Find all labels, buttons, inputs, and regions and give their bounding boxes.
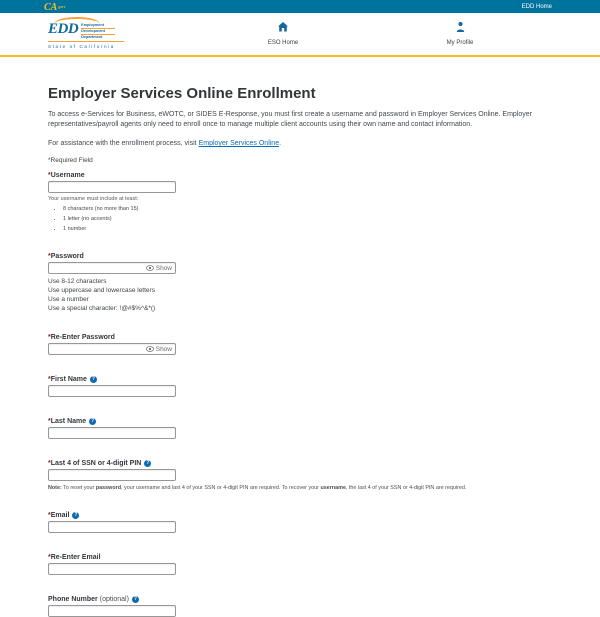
nav-my-profile[interactable] <box>415 20 505 46</box>
reenter-email-label <box>48 554 552 561</box>
edd-logo-word-2: Development <box>81 29 115 35</box>
reenter-password-input[interactable] <box>49 344 146 354</box>
password-rule-1: Use 8-12 characters <box>48 278 107 285</box>
assistance-text: For assistance with the enrollment process, visit <box>48 140 199 147</box>
employer-services-online-link[interactable]: Employer Services Online <box>198 140 280 147</box>
phone-input[interactable] <box>48 605 176 617</box>
site-header <box>0 13 600 57</box>
email-label-text: Email <box>50 512 70 519</box>
required-star: * <box>48 334 51 341</box>
assistance-period: . <box>279 140 282 147</box>
nav-my-profile-label: My Profile <box>446 40 474 46</box>
last-name-help-icon[interactable]: ? <box>91 418 95 424</box>
username-input[interactable] <box>48 181 176 193</box>
password-label <box>48 253 552 260</box>
email-input[interactable] <box>48 521 176 533</box>
edd-home-link[interactable]: EDD Home <box>521 3 552 10</box>
phone-group <box>48 596 552 617</box>
last-name-label-text: Last Name <box>50 418 87 425</box>
password-rules <box>48 277 552 313</box>
edd-logo-word-1: Employment <box>81 23 115 29</box>
phone-optional-text: (optional) <box>99 596 129 603</box>
username-req-1: • 8 characters (no more than 15) <box>63 206 552 212</box>
note-bold: username <box>320 485 346 491</box>
note-bold: password <box>95 485 122 491</box>
required-star: * <box>48 512 51 519</box>
show-label: Show <box>155 264 172 272</box>
username-hint: Your username must include at least: <box>48 196 139 202</box>
page-title: Employer Services Online Enrollment <box>48 85 316 102</box>
required-star: * <box>48 253 51 260</box>
edd-logo[interactable] <box>48 17 124 49</box>
required-field-note: *Required Field <box>48 157 93 164</box>
edd-logo-acronym: EDD <box>48 21 79 37</box>
password-label-text: Password <box>50 253 84 260</box>
assistance-line <box>48 140 552 147</box>
note-bold: Note: <box>48 485 62 491</box>
last-name-input[interactable] <box>48 427 176 439</box>
edd-logo-tagline: State of California <box>48 41 124 49</box>
required-star: * <box>48 460 51 467</box>
edd-logo-word-3: Department <box>81 35 103 40</box>
required-star: * <box>48 554 51 561</box>
password-show-button[interactable] <box>146 265 175 272</box>
nav-eso-home-label: ESO Home <box>267 40 299 46</box>
ssn-pin-group <box>48 460 552 491</box>
password-group <box>48 253 552 313</box>
ssn-pin-label-text: Last 4 of SSN or 4-digit PIN <box>50 460 142 467</box>
password-rule-3: Use a number <box>48 296 89 303</box>
home-icon <box>277 20 289 32</box>
password-rule-4: Use a special character: !@#$%^&*() <box>48 305 156 312</box>
password-rule-2: Use uppercase and lowercase letters <box>48 287 155 294</box>
reenter-password-label-text: Re-Enter Password <box>50 334 115 341</box>
ssn-pin-input[interactable] <box>48 469 176 481</box>
ssn-pin-help-icon[interactable]: ? <box>146 460 150 466</box>
email-label <box>48 512 552 519</box>
email-group <box>48 512 552 533</box>
first-name-group <box>48 376 552 397</box>
phone-help-icon[interactable]: ? <box>133 596 137 602</box>
ssn-pin-label <box>48 460 552 467</box>
reenter-password-group <box>48 334 552 355</box>
reenter-email-label-text: Re-Enter Email <box>50 554 101 561</box>
username-requirements <box>63 206 552 232</box>
username-group <box>48 172 552 232</box>
first-name-help-icon[interactable]: ? <box>91 376 95 382</box>
show-label: Show <box>155 345 172 353</box>
email-help-icon[interactable]: ? <box>74 512 78 518</box>
main-content <box>0 85 600 617</box>
first-name-label-text: First Name <box>50 376 87 383</box>
required-star: * <box>48 418 51 425</box>
intro-paragraph: To access e-Services for Business, eWOTC, or SIDES E-Response, you must first create a username and password in Employer Services Online. Employer representatives/payroll agents only need to enroll once to manage multiple client accounts using their own name and contact information. <box>48 111 532 128</box>
utility-bar <box>0 0 600 13</box>
reenter-password-label <box>48 334 552 341</box>
password-input[interactable] <box>49 263 146 273</box>
reenter-password-field <box>48 343 176 355</box>
reenter-email-group <box>48 554 552 575</box>
reenter-email-input[interactable] <box>48 563 176 575</box>
last-name-label <box>48 418 552 425</box>
reenter-password-show-button[interactable] <box>146 346 175 353</box>
username-req-2: • 1 letter (no accents) <box>63 216 552 222</box>
eye-icon <box>146 265 154 271</box>
ca-gov-logo[interactable] <box>44 0 66 14</box>
username-req-3: • 1 number <box>63 226 552 232</box>
required-star: * <box>48 376 51 383</box>
phone-label-text: Phone Number <box>48 596 98 603</box>
last-name-group <box>48 418 552 439</box>
eye-icon <box>146 346 154 352</box>
edd-logo-words <box>81 23 115 40</box>
password-field <box>48 262 176 274</box>
first-name-label <box>48 376 552 383</box>
nav-eso-home[interactable] <box>238 20 328 46</box>
person-icon <box>455 20 466 32</box>
username-label-text: Username <box>50 172 85 179</box>
ca-gov-logo-ca: CA <box>44 1 58 13</box>
ca-gov-logo-gov: gov <box>58 3 66 9</box>
first-name-input[interactable] <box>48 385 176 397</box>
username-label <box>48 172 552 179</box>
ssn-pin-note: Note: To reset your password, your username and last 4 of your SSN or 4-digit PIN are required. To recover your username, the last 4 of your SSN or 4-digit PIN are required. <box>48 485 467 491</box>
required-star: * <box>48 172 51 179</box>
